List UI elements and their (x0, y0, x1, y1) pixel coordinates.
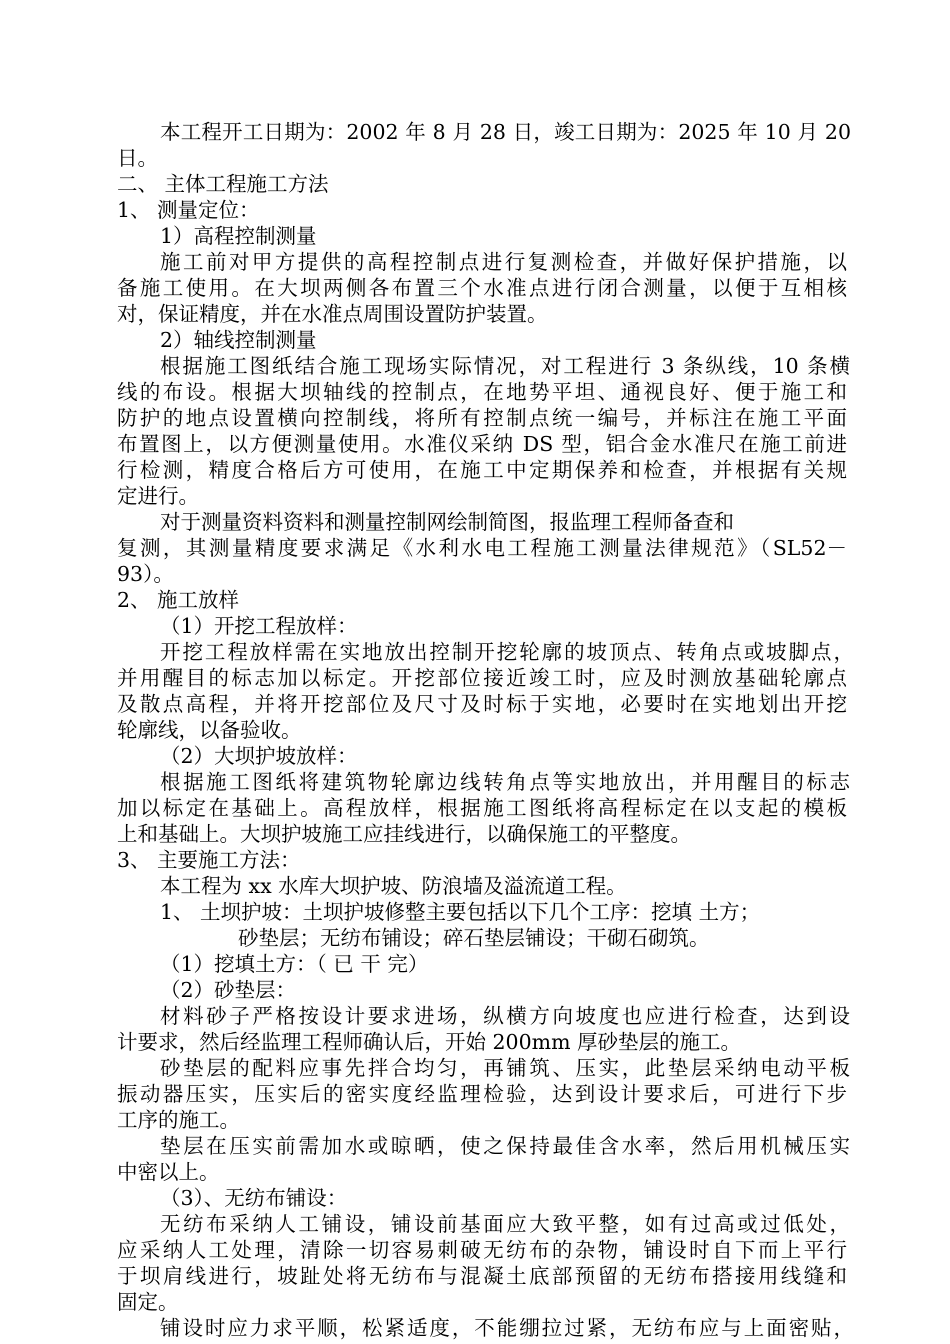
item-heading: （2）砂垫层： (160, 978, 297, 1002)
text-line: 布置图上，以方便测量使用。水准仪采纳 DS 型，铝合金水准尺在施工前进 (117, 432, 847, 456)
text-line: 固定。 (117, 1290, 179, 1314)
text-line: 对于测量资料资料和测量控制网绘制简图，报监理工程师备查和 (160, 510, 734, 534)
text-line: 及散点高程，并将开挖部位及尺寸及时标于实地，必要时在实地划出开挖 (117, 692, 847, 716)
text-line: 防护的地点设置横向控制线，将所有控制点统一编号，并标注在施工平面 (117, 406, 847, 430)
subsection-heading: 3、 主要施工方法： (117, 848, 301, 872)
text-line: 铺设时应力求平顺，松紧适度，不能绷拉过紧，无纺布应与上面密贴， (160, 1316, 854, 1340)
subsection-heading: 2、 施工放样 (117, 588, 240, 612)
text-line: 施工前对甲方提供的高程控制点进行复测检查，并做好保护措施，以 (160, 250, 847, 274)
text-line: 材料砂子严格按设计要求进场，纵横方向坡度也应进行检查，达到设 (160, 1004, 850, 1028)
text-line: 轮廓线，以备验收。 (117, 718, 302, 742)
text-line: 计要求，然后经监理工程师确认后，开始 200mm 厚砂垫层的施工。 (117, 1030, 742, 1054)
text-line: 定进行。 (117, 484, 199, 508)
text-line: 无纺布采纳人工铺设，铺设前基面应大致平整，如有过高或过低处， (160, 1212, 850, 1236)
text-line: 上和基础上。大坝护坡施工应挂线进行，以确保施工的平整度。 (117, 822, 691, 846)
text-line: 备施工使用。在大坝两侧各布置三个水准点进行闭合测量，以便于互相核 (117, 276, 847, 300)
text-line: 本工程开工日期为：2002 年 8 月 28 日，竣工日期为：2025 年 10 月 20 (160, 120, 851, 144)
text-line: 93）。 (117, 562, 174, 586)
text-line: 本工程为 xx 水库大坝护坡、防浪墙及溢流道工程。 (160, 874, 627, 898)
text-line: 根据施工图纸将建筑物轮廓边线转角点等实地放出，并用醒目的标志 (160, 770, 850, 794)
subsection-heading: 1、 测量定位： (117, 198, 260, 222)
text-line: 对，保证精度，并在水准点周围设置防护装置。 (117, 302, 548, 326)
text-line: 应采纳人工处理，清除一切容易刺破无纺布的杂物，铺设时自下而上平行 (117, 1238, 847, 1262)
text-line: 开挖工程放样需在实地放出控制开挖轮廓的坡顶点、转角点或坡脚点， (160, 640, 854, 664)
item-heading: （3）、无纺布铺设： (160, 1186, 348, 1210)
text-line: 振动器压实，压实后的密实度经监理检验，达到设计要求后，可进行下步 (117, 1082, 847, 1106)
text-line: 加以标定在基础上。高程放样，根据施工图纸将高程标定在以支起的模板 (117, 796, 847, 820)
item-heading: 2）轴线控制测量 (160, 328, 317, 352)
item-heading: （1）挖填土方：（ 已 干 完） (160, 952, 429, 976)
text-line: 根据施工图纸结合施工现场实际情况，对工程进行 3 条纵线，10 条横 (160, 354, 850, 378)
item-heading: （1）开挖工程放样： (160, 614, 358, 638)
text-line: 于坝肩线进行，坡趾处将无纺布与混凝土底部预留的无纺布搭接用线缝和 (117, 1264, 847, 1288)
item-heading: 1）高程控制测量 (160, 224, 317, 248)
text-line: 中密以上。 (117, 1160, 220, 1184)
text-line: 线的布设。根据大坝轴线的控制点，在地势平坦、通视良好、便于施工和 (117, 380, 847, 404)
text-line: 工序的施工。 (117, 1108, 240, 1132)
text-line: 1、 土坝护坡：土坝护坡修整主要包括以下几个工序：挖填 土方； (160, 900, 761, 924)
text-line: 并用醒目的标志加以标定。开挖部位接近竣工时，应及时测放基础轮廓点 (117, 666, 847, 690)
text-line: 垫层在压实前需加水或晾晒，使之保持最佳含水率，然后用机械压实 (160, 1134, 850, 1158)
text-line: 日。 (117, 146, 158, 170)
text-line: 行检测，精度合格后方可使用，在施工中定期保养和检查，并根据有关规 (117, 458, 847, 482)
item-heading: （2）大坝护坡放样： (160, 744, 358, 768)
text-line: 砂垫层；无纺布铺设；碎石垫层铺设；干砌石砌筑。 (238, 926, 710, 950)
text-line: 砂垫层的配料应事先拌合均匀，再铺筑、压实，此垫层采纳电动平板 (160, 1056, 850, 1080)
section-heading: 二、 主体工程施工方法 (117, 172, 329, 196)
text-line: 复测，其测量精度要求满足《水利水电工程施工测量法律规范》（SL52－ (117, 536, 847, 560)
